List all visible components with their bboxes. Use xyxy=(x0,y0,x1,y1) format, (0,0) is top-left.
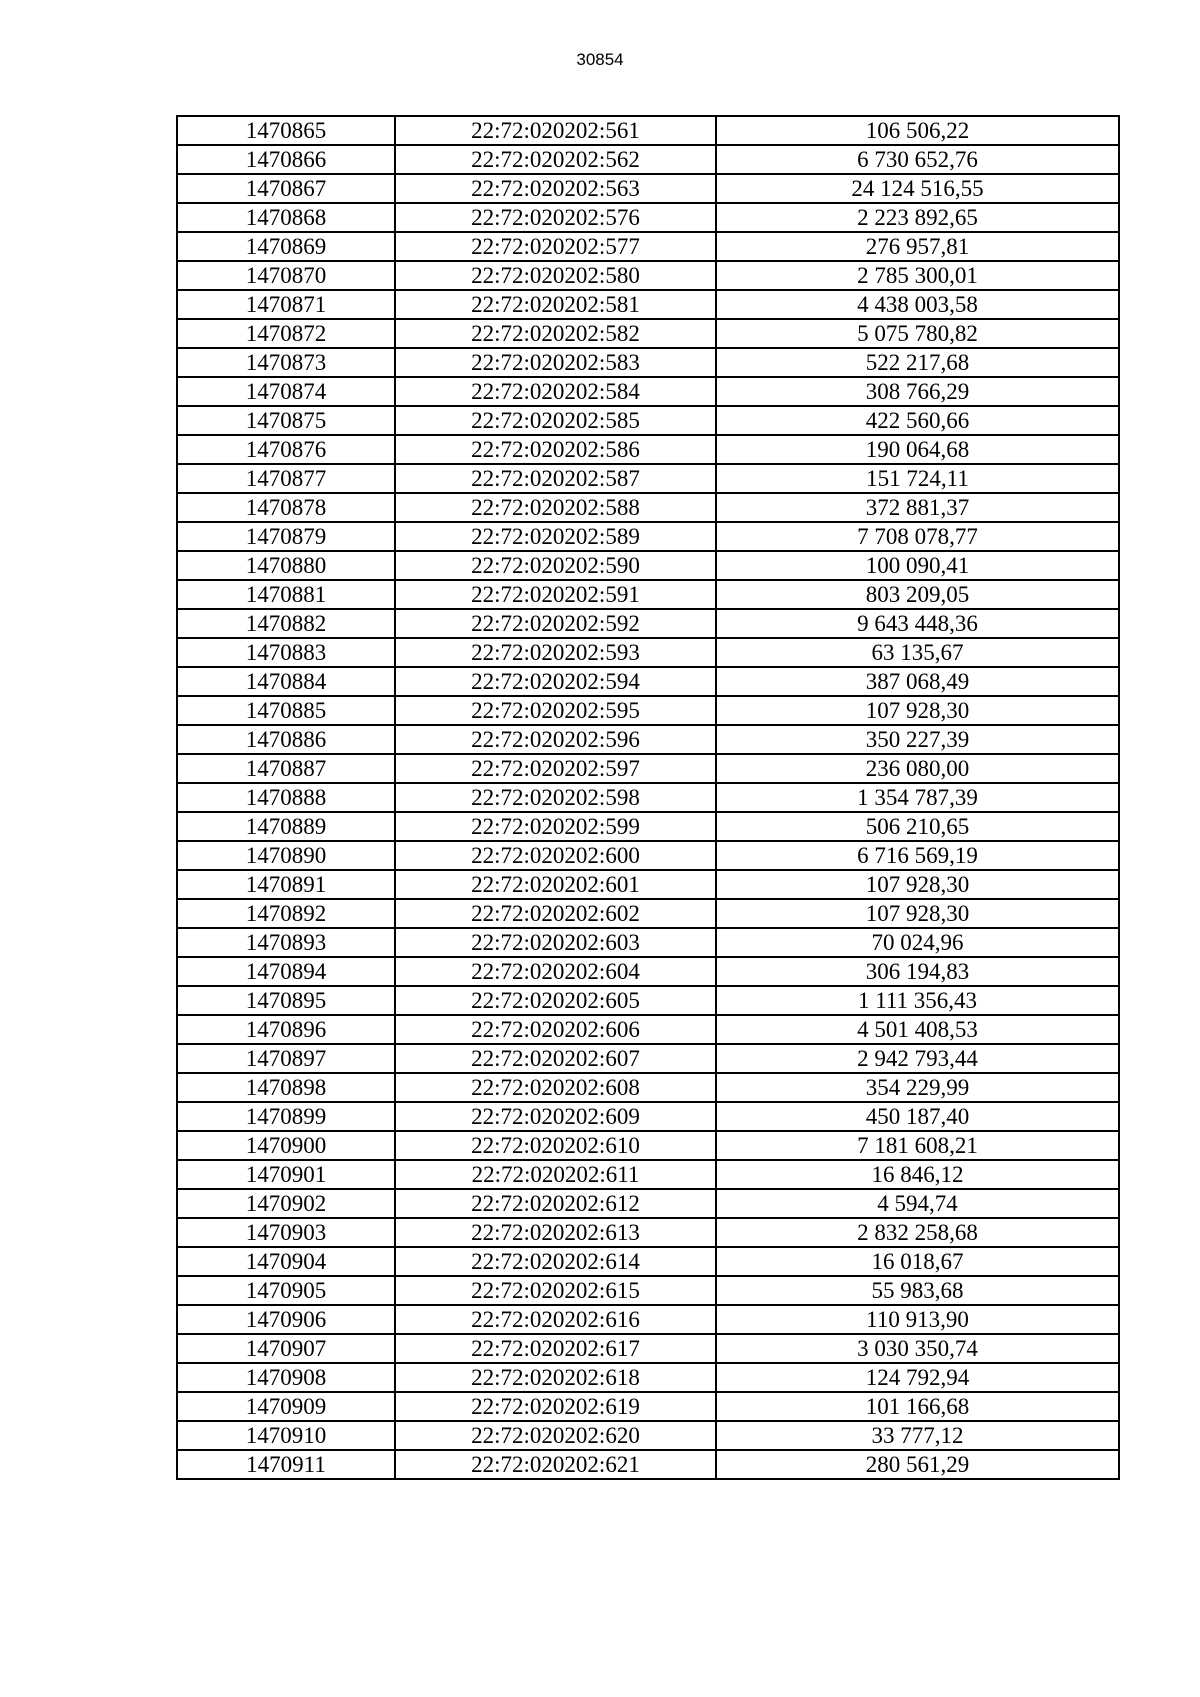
row-id-cell: 1470871 xyxy=(177,290,395,319)
table-row xyxy=(177,1334,1119,1363)
value-cell: 4 501 408,53 xyxy=(716,1015,1119,1044)
value-cell: 372 881,37 xyxy=(716,493,1119,522)
table-row xyxy=(177,1218,1119,1247)
table-row xyxy=(177,1131,1119,1160)
table-row xyxy=(177,145,1119,174)
table-row xyxy=(177,377,1119,406)
value-cell: 276 957,81 xyxy=(716,232,1119,261)
table-row xyxy=(177,290,1119,319)
cadastral-number-cell: 22:72:020202:619 xyxy=(395,1392,716,1421)
row-id-cell: 1470892 xyxy=(177,899,395,928)
row-id-cell: 1470885 xyxy=(177,696,395,725)
cadastral-number-cell: 22:72:020202:583 xyxy=(395,348,716,377)
table-row xyxy=(177,1276,1119,1305)
value-cell: 506 210,65 xyxy=(716,812,1119,841)
table-row xyxy=(177,1363,1119,1392)
row-id-cell: 1470894 xyxy=(177,957,395,986)
row-id-cell: 1470867 xyxy=(177,174,395,203)
table-row xyxy=(177,928,1119,957)
table-row xyxy=(177,1189,1119,1218)
row-id-cell: 1470879 xyxy=(177,522,395,551)
table-row xyxy=(177,870,1119,899)
table-row xyxy=(177,1421,1119,1450)
cadastral-number-cell: 22:72:020202:603 xyxy=(395,928,716,957)
table-row xyxy=(177,1044,1119,1073)
cadastral-number-cell: 22:72:020202:611 xyxy=(395,1160,716,1189)
cadastral-number-cell: 22:72:020202:576 xyxy=(395,203,716,232)
cadastral-number-cell: 22:72:020202:602 xyxy=(395,899,716,928)
cadastral-number-cell: 22:72:020202:605 xyxy=(395,986,716,1015)
table-row xyxy=(177,1015,1119,1044)
row-id-cell: 1470866 xyxy=(177,145,395,174)
table-row xyxy=(177,1392,1119,1421)
row-id-cell: 1470878 xyxy=(177,493,395,522)
table-row xyxy=(177,812,1119,841)
value-cell: 190 064,68 xyxy=(716,435,1119,464)
row-id-cell: 1470901 xyxy=(177,1160,395,1189)
table-row xyxy=(177,986,1119,1015)
value-cell: 2 223 892,65 xyxy=(716,203,1119,232)
row-id-cell: 1470870 xyxy=(177,261,395,290)
value-cell: 107 928,30 xyxy=(716,899,1119,928)
value-cell: 4 438 003,58 xyxy=(716,290,1119,319)
row-id-cell: 1470897 xyxy=(177,1044,395,1073)
table-row xyxy=(177,116,1119,145)
table-row xyxy=(177,522,1119,551)
value-cell: 70 024,96 xyxy=(716,928,1119,957)
value-cell: 803 209,05 xyxy=(716,580,1119,609)
value-cell: 1 354 787,39 xyxy=(716,783,1119,812)
value-cell: 354 229,99 xyxy=(716,1073,1119,1102)
row-id-cell: 1470904 xyxy=(177,1247,395,1276)
value-cell: 2 942 793,44 xyxy=(716,1044,1119,1073)
table-row xyxy=(177,464,1119,493)
row-id-cell: 1470877 xyxy=(177,464,395,493)
value-cell: 522 217,68 xyxy=(716,348,1119,377)
value-cell: 306 194,83 xyxy=(716,957,1119,986)
cadastral-number-cell: 22:72:020202:590 xyxy=(395,551,716,580)
cadastral-number-cell: 22:72:020202:616 xyxy=(395,1305,716,1334)
value-cell: 2 832 258,68 xyxy=(716,1218,1119,1247)
row-id-cell: 1470873 xyxy=(177,348,395,377)
value-cell: 350 227,39 xyxy=(716,725,1119,754)
row-id-cell: 1470895 xyxy=(177,986,395,1015)
value-cell: 101 166,68 xyxy=(716,1392,1119,1421)
value-cell: 24 124 516,55 xyxy=(716,174,1119,203)
value-cell: 2 785 300,01 xyxy=(716,261,1119,290)
table-row xyxy=(177,638,1119,667)
cadastral-number-cell: 22:72:020202:596 xyxy=(395,725,716,754)
value-cell: 16 018,67 xyxy=(716,1247,1119,1276)
cadastral-number-cell: 22:72:020202:620 xyxy=(395,1421,716,1450)
cadastral-number-cell: 22:72:020202:600 xyxy=(395,841,716,870)
cadastral-number-cell: 22:72:020202:615 xyxy=(395,1276,716,1305)
row-id-cell: 1470890 xyxy=(177,841,395,870)
row-id-cell: 1470874 xyxy=(177,377,395,406)
table-row xyxy=(177,754,1119,783)
value-cell: 236 080,00 xyxy=(716,754,1119,783)
table-row xyxy=(177,957,1119,986)
cadastral-number-cell: 22:72:020202:561 xyxy=(395,116,716,145)
cadastral-number-cell: 22:72:020202:610 xyxy=(395,1131,716,1160)
value-cell: 5 075 780,82 xyxy=(716,319,1119,348)
value-cell: 110 913,90 xyxy=(716,1305,1119,1334)
value-cell: 106 506,22 xyxy=(716,116,1119,145)
value-cell: 387 068,49 xyxy=(716,667,1119,696)
row-id-cell: 1470884 xyxy=(177,667,395,696)
cadastral-number-cell: 22:72:020202:599 xyxy=(395,812,716,841)
value-cell: 7 708 078,77 xyxy=(716,522,1119,551)
row-id-cell: 1470896 xyxy=(177,1015,395,1044)
cadastral-number-cell: 22:72:020202:606 xyxy=(395,1015,716,1044)
cadastral-number-cell: 22:72:020202:589 xyxy=(395,522,716,551)
value-cell: 100 090,41 xyxy=(716,551,1119,580)
table-row xyxy=(177,580,1119,609)
value-cell: 16 846,12 xyxy=(716,1160,1119,1189)
table-row xyxy=(177,319,1119,348)
cadastral-number-cell: 22:72:020202:586 xyxy=(395,435,716,464)
table-row xyxy=(177,203,1119,232)
row-id-cell: 1470899 xyxy=(177,1102,395,1131)
value-cell: 151 724,11 xyxy=(716,464,1119,493)
value-cell: 33 777,12 xyxy=(716,1421,1119,1450)
row-id-cell: 1470868 xyxy=(177,203,395,232)
row-id-cell: 1470908 xyxy=(177,1363,395,1392)
row-id-cell: 1470900 xyxy=(177,1131,395,1160)
row-id-cell: 1470891 xyxy=(177,870,395,899)
row-id-cell: 1470887 xyxy=(177,754,395,783)
cadastral-number-cell: 22:72:020202:597 xyxy=(395,754,716,783)
table-row xyxy=(177,261,1119,290)
value-cell: 63 135,67 xyxy=(716,638,1119,667)
value-cell: 7 181 608,21 xyxy=(716,1131,1119,1160)
row-id-cell: 1470889 xyxy=(177,812,395,841)
row-id-cell: 1470902 xyxy=(177,1189,395,1218)
value-cell: 308 766,29 xyxy=(716,377,1119,406)
row-id-cell: 1470883 xyxy=(177,638,395,667)
value-cell: 55 983,68 xyxy=(716,1276,1119,1305)
row-id-cell: 1470880 xyxy=(177,551,395,580)
row-id-cell: 1470898 xyxy=(177,1073,395,1102)
cadastral-number-cell: 22:72:020202:594 xyxy=(395,667,716,696)
row-id-cell: 1470909 xyxy=(177,1392,395,1421)
cadastral-number-cell: 22:72:020202:614 xyxy=(395,1247,716,1276)
table-row xyxy=(177,1247,1119,1276)
value-cell: 9 643 448,36 xyxy=(716,609,1119,638)
table-row xyxy=(177,551,1119,580)
table-row xyxy=(177,406,1119,435)
table-row xyxy=(177,1160,1119,1189)
row-id-cell: 1470903 xyxy=(177,1218,395,1247)
value-cell: 107 928,30 xyxy=(716,696,1119,725)
value-cell: 124 792,94 xyxy=(716,1363,1119,1392)
cadastral-number-cell: 22:72:020202:618 xyxy=(395,1363,716,1392)
table-body xyxy=(177,116,1119,1479)
cadastral-number-cell: 22:72:020202:613 xyxy=(395,1218,716,1247)
cadastral-number-cell: 22:72:020202:582 xyxy=(395,319,716,348)
value-cell: 4 594,74 xyxy=(716,1189,1119,1218)
table-row xyxy=(177,1073,1119,1102)
table-row xyxy=(177,232,1119,261)
row-id-cell: 1470876 xyxy=(177,435,395,464)
value-cell: 280 561,29 xyxy=(716,1450,1119,1479)
table-row xyxy=(177,725,1119,754)
row-id-cell: 1470911 xyxy=(177,1450,395,1479)
cadastral-number-cell: 22:72:020202:608 xyxy=(395,1073,716,1102)
row-id-cell: 1470893 xyxy=(177,928,395,957)
cadastral-number-cell: 22:72:020202:612 xyxy=(395,1189,716,1218)
cadastral-number-cell: 22:72:020202:598 xyxy=(395,783,716,812)
row-id-cell: 1470907 xyxy=(177,1334,395,1363)
row-id-cell: 1470888 xyxy=(177,783,395,812)
cadastral-number-cell: 22:72:020202:563 xyxy=(395,174,716,203)
row-id-cell: 1470865 xyxy=(177,116,395,145)
table-row xyxy=(177,899,1119,928)
table-row xyxy=(177,435,1119,464)
row-id-cell: 1470872 xyxy=(177,319,395,348)
cadastral-number-cell: 22:72:020202:585 xyxy=(395,406,716,435)
row-id-cell: 1470875 xyxy=(177,406,395,435)
row-id-cell: 1470886 xyxy=(177,725,395,754)
cadastral-number-cell: 22:72:020202:604 xyxy=(395,957,716,986)
page-number: 30854 xyxy=(576,50,624,69)
cadastral-number-cell: 22:72:020202:581 xyxy=(395,290,716,319)
cadastral-number-cell: 22:72:020202:593 xyxy=(395,638,716,667)
table-row xyxy=(177,348,1119,377)
table-row xyxy=(177,1102,1119,1131)
table-row xyxy=(177,783,1119,812)
row-id-cell: 1470905 xyxy=(177,1276,395,1305)
cadastral-number-cell: 22:72:020202:591 xyxy=(395,580,716,609)
value-cell: 107 928,30 xyxy=(716,870,1119,899)
cadastral-number-cell: 22:72:020202:580 xyxy=(395,261,716,290)
cadastral-number-cell: 22:72:020202:607 xyxy=(395,1044,716,1073)
cadastral-number-cell: 22:72:020202:584 xyxy=(395,377,716,406)
row-id-cell: 1470881 xyxy=(177,580,395,609)
value-cell: 1 111 356,43 xyxy=(716,986,1119,1015)
row-id-cell: 1470882 xyxy=(177,609,395,638)
cadastral-number-cell: 22:72:020202:587 xyxy=(395,464,716,493)
row-id-cell: 1470906 xyxy=(177,1305,395,1334)
table-row xyxy=(177,174,1119,203)
table-row xyxy=(177,1305,1119,1334)
value-cell: 450 187,40 xyxy=(716,1102,1119,1131)
row-id-cell: 1470910 xyxy=(177,1421,395,1450)
table-row xyxy=(177,841,1119,870)
cadastral-number-cell: 22:72:020202:588 xyxy=(395,493,716,522)
cadastral-value-table xyxy=(176,115,1120,1480)
table-row xyxy=(177,667,1119,696)
table-row xyxy=(177,609,1119,638)
table-row xyxy=(177,696,1119,725)
cadastral-number-cell: 22:72:020202:562 xyxy=(395,145,716,174)
cadastral-number-cell: 22:72:020202:601 xyxy=(395,870,716,899)
row-id-cell: 1470869 xyxy=(177,232,395,261)
value-cell: 6 730 652,76 xyxy=(716,145,1119,174)
table-row xyxy=(177,493,1119,522)
cadastral-number-cell: 22:72:020202:592 xyxy=(395,609,716,638)
cadastral-number-cell: 22:72:020202:609 xyxy=(395,1102,716,1131)
cadastral-number-cell: 22:72:020202:621 xyxy=(395,1450,716,1479)
cadastral-number-cell: 22:72:020202:595 xyxy=(395,696,716,725)
cadastral-number-cell: 22:72:020202:577 xyxy=(395,232,716,261)
value-cell: 422 560,66 xyxy=(716,406,1119,435)
value-cell: 3 030 350,74 xyxy=(716,1334,1119,1363)
cadastral-number-cell: 22:72:020202:617 xyxy=(395,1334,716,1363)
table-row xyxy=(177,1450,1119,1479)
value-cell: 6 716 569,19 xyxy=(716,841,1119,870)
